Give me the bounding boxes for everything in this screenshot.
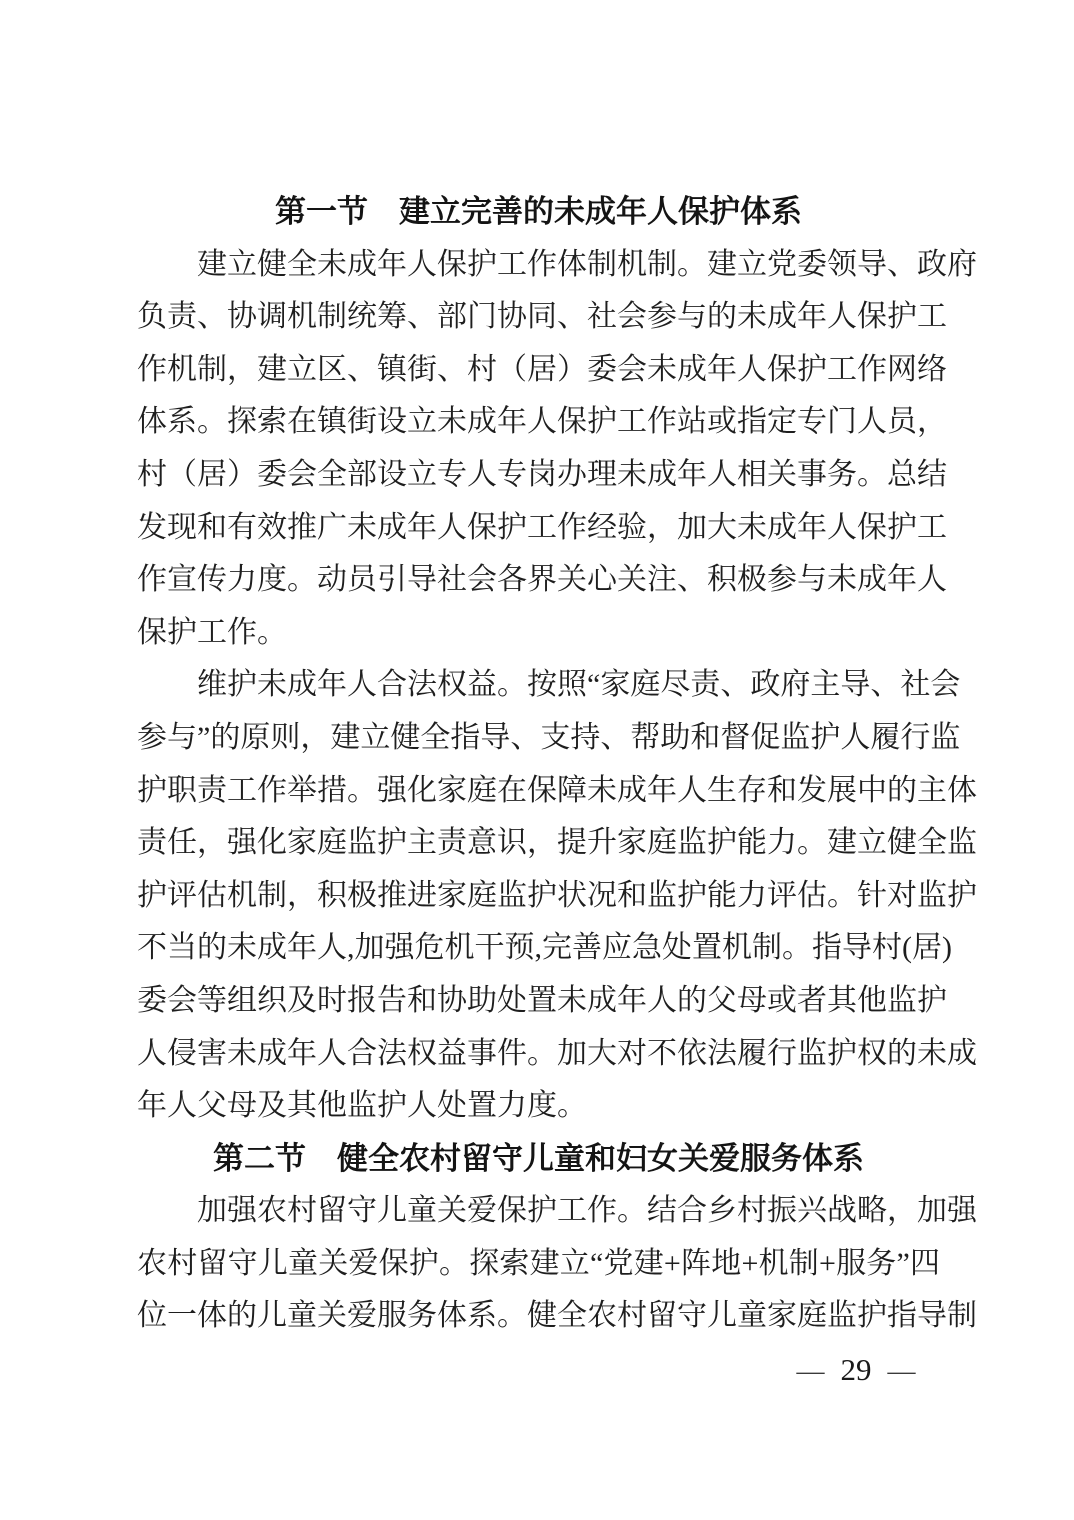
footer-dash-right: — [887, 1356, 916, 1387]
text-line: 村（居）委会全部设立专人专岗办理未成年人相关事务。总结 [137, 457, 947, 491]
text-line: 不当的未成年人,加强危机干预,完善应急处置机制。指导村(居) [137, 931, 952, 965]
text-line: 责任，强化家庭监护主责意识，提升家庭监护能力。建立健全监 [137, 826, 977, 860]
text-line: 农村留守儿童关爱保护。探索建立“党建+阵地+机制+服务”四 [137, 1246, 940, 1280]
text-line: 年人父母及其他监护人处置力度。 [137, 1089, 587, 1123]
text-line: 作机制，建立区、镇街、村（居）委会未成年人保护工作网络 [137, 352, 947, 386]
text-line: 位一体的儿童关爱服务体系。健全农村留守儿童家庭监护指导制 [137, 1299, 977, 1333]
text-line: 参与”的原则，建立健全指导、支持、帮助和督促监护人履行监 [137, 720, 961, 754]
text-line: 体系。探索在镇街设立未成年人保护工作站或指定专门人员， [137, 405, 947, 439]
text-line: 维护未成年人合法权益。按照“家庭尽责、政府主导、社会 [197, 668, 961, 702]
text-line: 发现和有效推广未成年人保护工作经验，加大未成年人保护工 [137, 510, 947, 544]
text-line: 保护工作。 [137, 615, 287, 649]
section-heading-2: 第二节 健全农村留守儿童和妇女关爱服务体系 [213, 1140, 864, 1176]
text-line: 护职责工作举措。强化家庭在保障未成年人生存和发展中的主体 [137, 773, 977, 807]
document-content [137, 186, 977, 1343]
text-line: 护评估机制，积极推进家庭监护状况和监护能力评估。针对监护 [137, 878, 977, 912]
text-line: 负责、协调机制统筹、部门协同、社会参与的未成年人保护工 [137, 300, 947, 334]
footer-dash-left: — [796, 1356, 825, 1387]
text-line: 作宣传力度。动员引导社会各界关心关注、积极参与未成年人 [137, 563, 947, 597]
text-line: 人侵害未成年人合法权益事件。加大对不依法履行监护权的未成 [137, 1036, 977, 1070]
text-line: 加强农村留守儿童关爱保护工作。结合乡村振兴战略，加强 [197, 1194, 977, 1228]
section-heading-1: 第一节 建立完善的未成年人保护体系 [275, 194, 802, 229]
page-number: 29 [840, 1352, 872, 1387]
text-line: 委会等组织及时报告和协助处置未成年人的父母或者其他监护 [137, 983, 947, 1017]
text-line: 建立健全未成年人保护工作体制机制。建立党委领导、政府 [197, 247, 977, 281]
page-footer [756, 1348, 956, 1392]
